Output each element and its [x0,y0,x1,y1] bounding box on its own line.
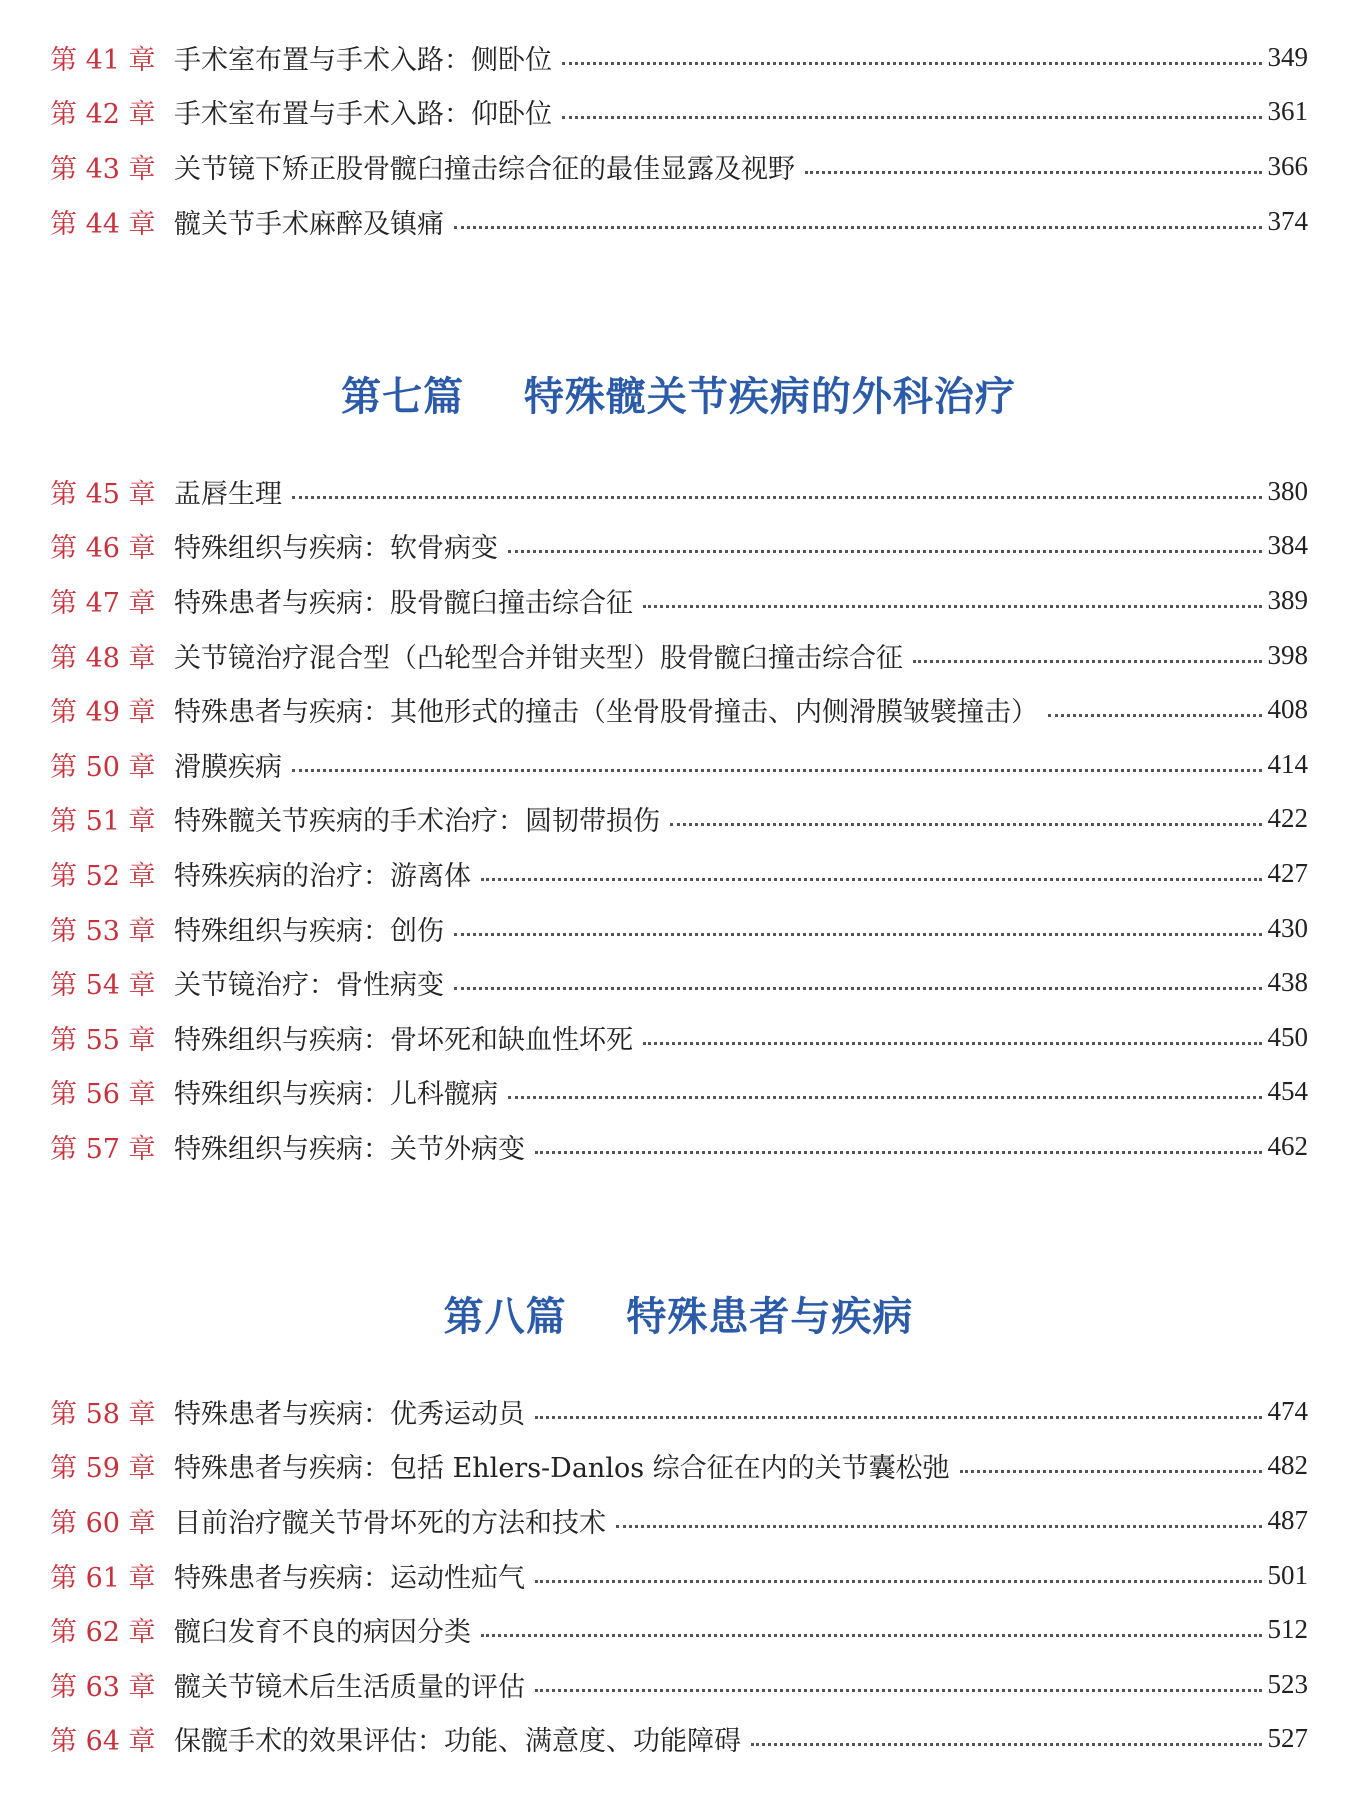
chapter-title: 髋臼发育不良的病因分类 [174,1617,471,1649]
dot-leader [535,1689,1262,1692]
page-number: 366 [1267,150,1308,181]
chapter-number: 第 64 章 [50,1726,156,1758]
page-number: 380 [1267,475,1308,506]
chapter-number: 第 42 章 [50,99,156,131]
page-number: 482 [1267,1450,1308,1481]
toc-entry[interactable] [50,1384,1308,1439]
part-title: 特殊患者与疾病 [626,1294,914,1340]
chapter-title: 关节镜治疗：骨性病变 [174,970,444,1002]
chapter-title: 手术室布置与手术入路：仰卧位 [174,99,552,131]
page-number: 462 [1267,1130,1308,1161]
toc-entry[interactable] [50,955,1308,1010]
dot-leader [643,1042,1262,1045]
chapter-title: 特殊组织与疾病：骨坏死和缺血性坏死 [174,1024,633,1056]
toc-entry[interactable] [50,139,1308,194]
dot-leader [805,171,1262,174]
chapter-number: 第 41 章 [50,44,156,76]
chapter-number: 第 57 章 [50,1133,156,1165]
page-number: 384 [1267,530,1308,561]
toc-entry[interactable] [50,1602,1308,1657]
page-number: 523 [1267,1668,1308,1699]
chapter-title: 关节镜下矫正股骨髋臼撞击综合征的最佳显露及视野 [174,153,795,185]
chapter-number: 第 60 章 [50,1507,156,1539]
dot-leader [481,878,1262,881]
chapter-number: 第 53 章 [50,915,156,947]
chapter-title: 特殊组织与疾病：儿科髋病 [174,1079,498,1111]
page-number: 408 [1267,694,1308,725]
chapter-title: 目前治疗髋关节骨坏死的方法和技术 [174,1507,606,1539]
chapter-number: 第 50 章 [50,751,156,783]
dot-leader [292,496,1262,499]
chapter-number: 第 52 章 [50,860,156,892]
page-number: 501 [1267,1559,1308,1590]
page-number: 389 [1267,584,1308,615]
page-number: 454 [1267,1076,1308,1107]
part-heading-7 [0,365,1357,422]
dot-leader [535,1580,1262,1583]
page-number: 361 [1267,96,1308,127]
toc-entry[interactable] [50,792,1308,847]
chapter-number: 第 54 章 [50,970,156,1002]
toc-entry[interactable] [50,1010,1308,1065]
dot-leader [616,1525,1262,1528]
chapter-title: 特殊髋关节疾病的手术治疗：圆韧带损伤 [174,806,660,838]
page-number: 512 [1267,1614,1308,1645]
toc-entry[interactable] [50,901,1308,956]
page-number: 474 [1267,1395,1308,1426]
chapter-title: 关节镜治疗混合型（凸轮型合并钳夹型）股骨髋臼撞击综合征 [174,642,903,674]
chapter-number: 第 58 章 [50,1398,156,1430]
dot-leader [292,769,1262,772]
dot-leader [481,1634,1262,1637]
chapter-number: 第 48 章 [50,642,156,674]
toc-entry[interactable] [50,1065,1308,1120]
toc-entry[interactable] [50,573,1308,628]
part-label: 第七篇 [341,374,465,420]
toc-entry[interactable] [50,1657,1308,1712]
page-number: 349 [1267,41,1308,72]
toc-entry[interactable] [50,846,1308,901]
toc-entry[interactable] [50,1548,1308,1603]
chapter-number: 第 51 章 [50,806,156,838]
chapter-number: 第 59 章 [50,1453,156,1485]
dot-leader [913,660,1262,663]
dot-leader [562,62,1262,65]
dot-leader [508,1096,1262,1099]
chapter-title: 特殊患者与疾病：包括 Ehlers-Danlos 综合征在内的关节囊松弛 [174,1453,950,1485]
toc-group-part8 [50,1384,1308,1766]
toc-entry[interactable] [50,30,1308,85]
chapter-title: 特殊组织与疾病：创伤 [174,915,444,947]
dot-leader [1048,714,1262,717]
toc-entry[interactable] [50,1712,1308,1767]
dot-leader [960,1470,1262,1473]
chapter-number: 第 63 章 [50,1671,156,1703]
dot-leader [454,226,1262,229]
toc-entry[interactable] [50,1119,1308,1174]
chapter-title: 滑膜疾病 [174,751,282,783]
chapter-title: 保髋手术的效果评估：功能、满意度、功能障碍 [174,1726,741,1758]
dot-leader [562,116,1262,119]
dot-leader [454,987,1262,990]
chapter-number: 第 61 章 [50,1562,156,1594]
chapter-title: 特殊疾病的治疗：游离体 [174,860,471,892]
toc-entry[interactable] [50,194,1308,249]
page-number: 414 [1267,748,1308,779]
chapter-number: 第 44 章 [50,208,156,240]
chapter-title: 特殊患者与疾病：运动性疝气 [174,1562,525,1594]
dot-leader [535,1416,1262,1419]
part-title: 特殊髋关节疾病的外科治疗 [523,374,1016,420]
toc-entry[interactable] [50,85,1308,140]
chapter-number: 第 47 章 [50,587,156,619]
chapter-title: 盂唇生理 [174,478,282,510]
page-number: 422 [1267,803,1308,834]
chapter-title: 手术室布置与手术入路：侧卧位 [174,44,552,76]
toc-entry[interactable] [50,628,1308,683]
page-number: 374 [1267,205,1308,236]
chapter-number: 第 43 章 [50,153,156,185]
chapter-number: 第 49 章 [50,697,156,729]
page-number: 487 [1267,1504,1308,1535]
dot-leader [751,1743,1262,1746]
dot-leader [535,1151,1262,1154]
page-number: 438 [1267,967,1308,998]
chapter-number: 第 46 章 [50,533,156,565]
chapter-title: 特殊患者与疾病：优秀运动员 [174,1398,525,1430]
toc-group-part6-tail [50,30,1308,248]
toc-entry[interactable] [50,1493,1308,1548]
chapter-number: 第 62 章 [50,1617,156,1649]
dot-leader [454,933,1262,936]
toc-entry[interactable] [50,519,1308,574]
page-number: 430 [1267,912,1308,943]
chapter-title: 特殊患者与疾病：股骨髋臼撞击综合征 [174,587,633,619]
part-label: 第八篇 [443,1294,567,1340]
page-number: 427 [1267,857,1308,888]
dot-leader [508,550,1262,553]
toc-entry[interactable] [50,737,1308,792]
toc-group-part7 [50,464,1308,1174]
part-heading-8 [0,1285,1357,1342]
toc-entry[interactable] [50,464,1308,519]
toc-entry[interactable] [50,682,1308,737]
chapter-title: 特殊组织与疾病：关节外病变 [174,1133,525,1165]
chapter-number: 第 56 章 [50,1079,156,1111]
chapter-number: 第 55 章 [50,1024,156,1056]
dot-leader [643,605,1262,608]
page-number: 398 [1267,639,1308,670]
dot-leader [670,823,1262,826]
chapter-title: 髋关节镜术后生活质量的评估 [174,1671,525,1703]
page-number: 450 [1267,1021,1308,1052]
page-number: 527 [1267,1723,1308,1754]
chapter-title: 特殊患者与疾病：其他形式的撞击（坐骨股骨撞击、内侧滑膜皱襞撞击） [174,697,1038,729]
chapter-title: 髋关节手术麻醉及镇痛 [174,208,444,240]
toc-entry[interactable] [50,1439,1308,1494]
chapter-title: 特殊组织与疾病：软骨病变 [174,533,498,565]
chapter-number: 第 45 章 [50,478,156,510]
